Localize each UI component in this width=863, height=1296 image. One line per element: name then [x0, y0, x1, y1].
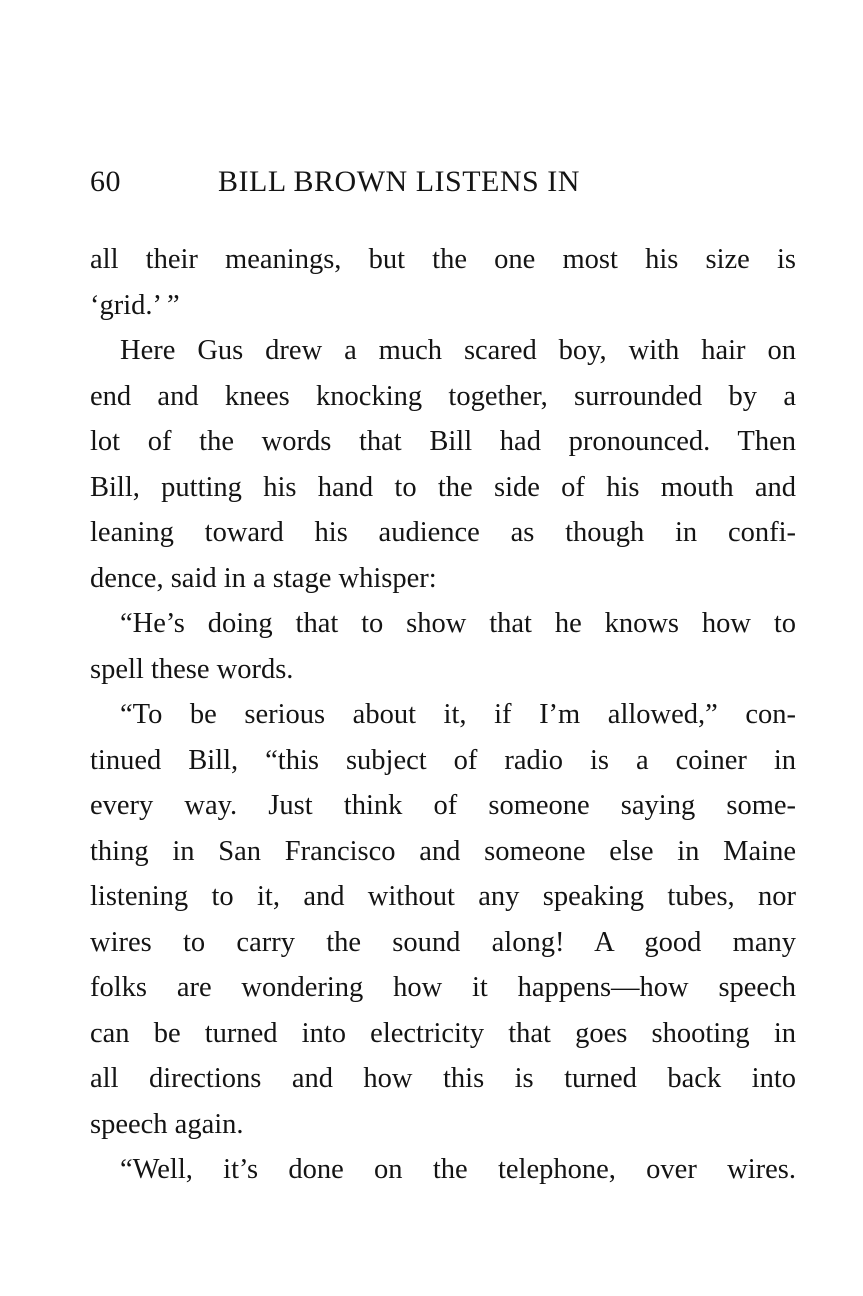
text-line: listening to it, and without any speaking tubes, nor [90, 881, 796, 912]
text-line: every way. Just think of someone saying some- [90, 790, 796, 821]
running-title: BILL BROWN LISTENS IN [218, 165, 580, 198]
text-line: all their meanings, but the one most his size is [90, 244, 796, 275]
body-text [90, 237, 796, 1193]
text-line: all directions and how this is turned back into [90, 1063, 796, 1094]
text-line: lot of the words that Bill had pronounced. Then [90, 426, 796, 457]
text-line: “Well, it’s done on the telephone, over wires. [120, 1154, 796, 1185]
text-line: leaning toward his audience as though in confi- [90, 517, 796, 548]
text-line: end and knees knocking together, surrounded by a [90, 380, 796, 412]
text-line: wires to carry the sound along! A good many [90, 926, 796, 958]
text-line: thing in San Francisco and someone else in Maine [90, 835, 796, 867]
text-line: “To be serious about it, if I’m allowed,” con- [120, 699, 796, 730]
text-line: Bill, putting his hand to the side of his mouth and [90, 471, 796, 503]
text-line: dence, said in a stage whisper: [90, 562, 437, 594]
text-line: Here Gus drew a much scared boy, with hair on [120, 335, 796, 366]
text-line: “He’s doing that to show that he knows how to [120, 608, 796, 639]
running-head [90, 162, 790, 202]
text-line: speech again. [90, 1108, 244, 1140]
text-line: spell these words. [90, 653, 294, 685]
text-line: tinued Bill, “this subject of radio is a coiner in [90, 744, 796, 776]
page-number: 60 [90, 165, 121, 198]
text-line: ‘grid.’ ” [90, 289, 180, 321]
text-line: folks are wondering how it happens—how speech [90, 972, 796, 1003]
text-line: can be turned into electricity that goes shooting in [90, 1017, 796, 1049]
